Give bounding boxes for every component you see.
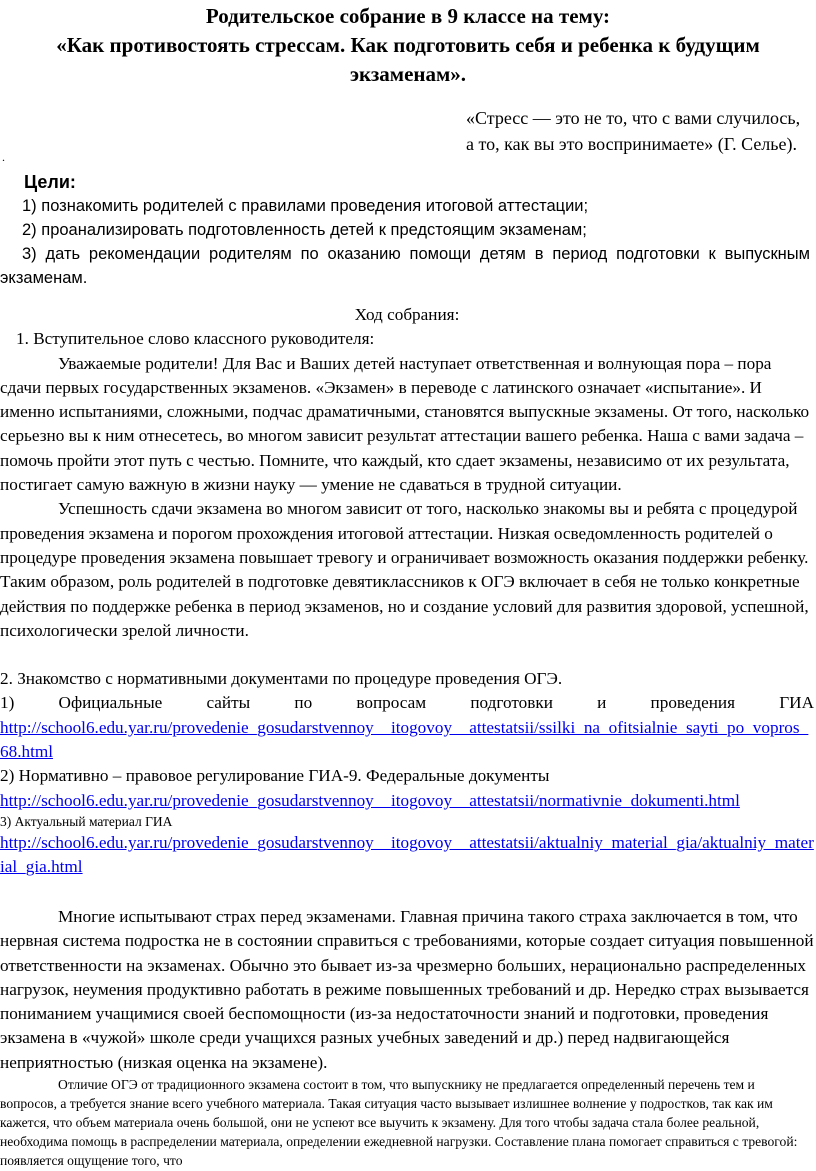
doc-3-label: 3) Актуальный материал ГИА <box>0 813 173 829</box>
doc-1-label: 1) Официальные сайты по вопросам подготовки и проведения ГИА <box>0 693 814 713</box>
document-title <box>20 2 796 89</box>
title-line-2: «Как противостоять стрессам. Как подготовить себя и ребенка к будущим экзаменам». <box>56 33 760 86</box>
doc-3-link[interactable]: http://school6.edu.yar.ru/provedenie_gosudarstvennoy__itogovoy__attestatsii/aktualniy_material_gia/aktualniy_material_gia.html <box>0 832 814 877</box>
meeting-heading: Ход собрания: <box>354 305 460 324</box>
oge-section <box>0 1075 814 1170</box>
title-line-1: Родительское собрание в 9 классе на тему: <box>205 4 611 28</box>
stray-dot: . <box>2 150 5 164</box>
paragraph-fear: Многие испытывают страх перед экзаменами. Главная причина такого страха заключается в том, что нервная система подростка не в состоянии справиться с требованиями, которые создает ситуация повышенной ответственности на экзаменах. Обычно это бывает из-за чрезмерно больших, нерационально распределенных нагрузок, неумения продуктивно работать в режиме повышенных требований и др. Нередко страх вызывается пониманием учащимися своей беспомощности (из-за недостаточности знаний и подготовки, проведения экзамена в «чужой» школе среди учащихся разных учебных заведений и др.) перед надвигающейся неприятностью (низкая оценка на экзамене). <box>0 907 814 1072</box>
epigraph-line-2: а то, как вы это воспринимаете» (Г. Селье). <box>466 134 797 154</box>
doc-2-label: 2) Нормативно – правовое регулирование ГИА-9. Федеральные документы <box>0 766 550 786</box>
section-1-heading: 1. Вступительное слово классного руководителя: <box>16 329 375 349</box>
goals-section <box>0 170 810 290</box>
goal-item-1: 1) познакомить родителей с правилами проведения итоговой аттестации; <box>22 197 589 215</box>
paragraph-intro: Уважаемые родители! Для Вас и Ваших детей наступает ответственная и волнующая пора – пора сдачи первых государственных экзаменов. «Экзамен» в переводе с латинского означает «испытание». И именно испытаниями, сложными, подчас драматичными, становятся выпускные экзамены. От того, насколько серьезно вы к ним отнесетесь, во многом зависит результат аттестации вашего ребенка. Наша с вами задача – помочь пройти этот путь с честью. Помните, что каждый, кто сдает экзамены, независимо от их результата, постигает самую важную в жизни науку — умение не сдаваться в трудной ситуации. <box>0 353 810 495</box>
fear-section <box>0 905 814 1075</box>
meeting-section <box>0 303 814 880</box>
goal-item-3: 3) дать рекомендации родителям по оказанию помощи детям в период подготовки к выпускным экзаменам. <box>0 245 810 287</box>
doc-2-link[interactable]: http://school6.edu.yar.ru/provedenie_gosudarstvennoy__itogovoy__attestatsii/normativnie_dokumenti.html <box>0 790 740 810</box>
paragraph-success: Успешность сдачи экзамена во многом зависит от того, насколько знакомы вы и ребята с процедурой проведения экзамена и порогом прохождения итоговой аттестации. Низкая осведомленность родителей о процедуре проведения экзамена повышает тревогу и ограничивает возможность оказания поддержки ребенку. Таким образом, роль родителей в подготовке девятиклассников к ОГЭ включает в себя не только конкретные действия по поддержке ребенка в период экзаменов, но и создание условий для развития здоровой, успешной, психологически зрелой личности. <box>0 499 809 640</box>
section-2-heading: 2. Знакомство с нормативными документами по процедуре проведения ОГЭ. <box>0 669 563 689</box>
goal-item-2: 2) проанализировать подготовленность детей к предстоящим экзаменам; <box>22 221 587 239</box>
doc-1-link[interactable]: http://school6.edu.yar.ru/provedenie_gosudarstvennoy__itogovoy__attestatsii/ssilki_na_ofitsialnie_sayti_po_vopros_68.html <box>0 717 809 762</box>
paragraph-oge: Отличие ОГЭ от традиционного экзамена состоит в том, что выпускнику не предлагается определенный перечень тем и вопросов, а требуется знание всего учебного материала. Такая ситуация часто вызывает излишнее волнение у подростков, так как им кажется, что объем материала очень большой, они не успеют все выучить к экзамену. Для того чтобы задача стала более реальной, необходима помощь в распределении материала, определении ежедневной нагрузки. Составление плана помогает справиться с тревогой: появляется ощущение того, что <box>0 1077 798 1168</box>
epigraph-line-1: «Стресс — это не то, что с вами случилось, <box>466 108 801 128</box>
goals-heading: Цели: <box>24 172 76 192</box>
epigraph <box>466 105 800 157</box>
